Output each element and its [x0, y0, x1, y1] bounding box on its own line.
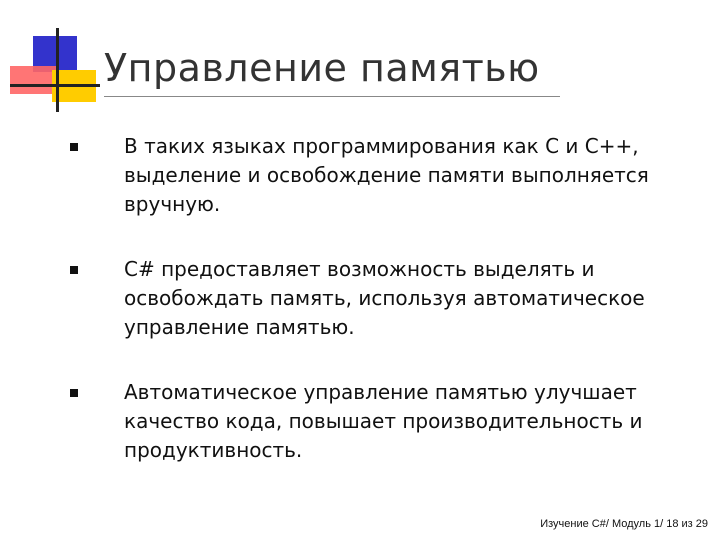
- logo-horizontal-line: [10, 84, 100, 87]
- title-divider: [104, 96, 560, 97]
- slide-footer: Изучение C#/ Модуль 1/ 18 из 29: [540, 518, 708, 530]
- slide-title: Управление памятью: [104, 46, 540, 90]
- square-bullet-icon: [70, 389, 78, 397]
- logo-vertical-line: [56, 28, 59, 112]
- logo-red-square: [10, 66, 58, 94]
- square-bullet-icon: [70, 266, 78, 274]
- bullet-item-2: [70, 255, 680, 342]
- bullet-item-3: [70, 378, 680, 465]
- bullet-text: Автоматическое управление памятью улучшает качество кода, повышает производительность и продуктивность.: [124, 380, 643, 462]
- bullet-text: В таких языках программирования как C и C++, выделение и освобождение памяти выполняется вручную.: [124, 134, 649, 216]
- decorative-logo: [0, 0, 110, 120]
- square-bullet-icon: [70, 143, 78, 151]
- bullet-item-1: [70, 132, 680, 219]
- bullet-text: C# предоставляет возможность выделять и освобождать память, используя автоматическое управление памятью.: [124, 257, 645, 339]
- bullet-list: [70, 132, 680, 501]
